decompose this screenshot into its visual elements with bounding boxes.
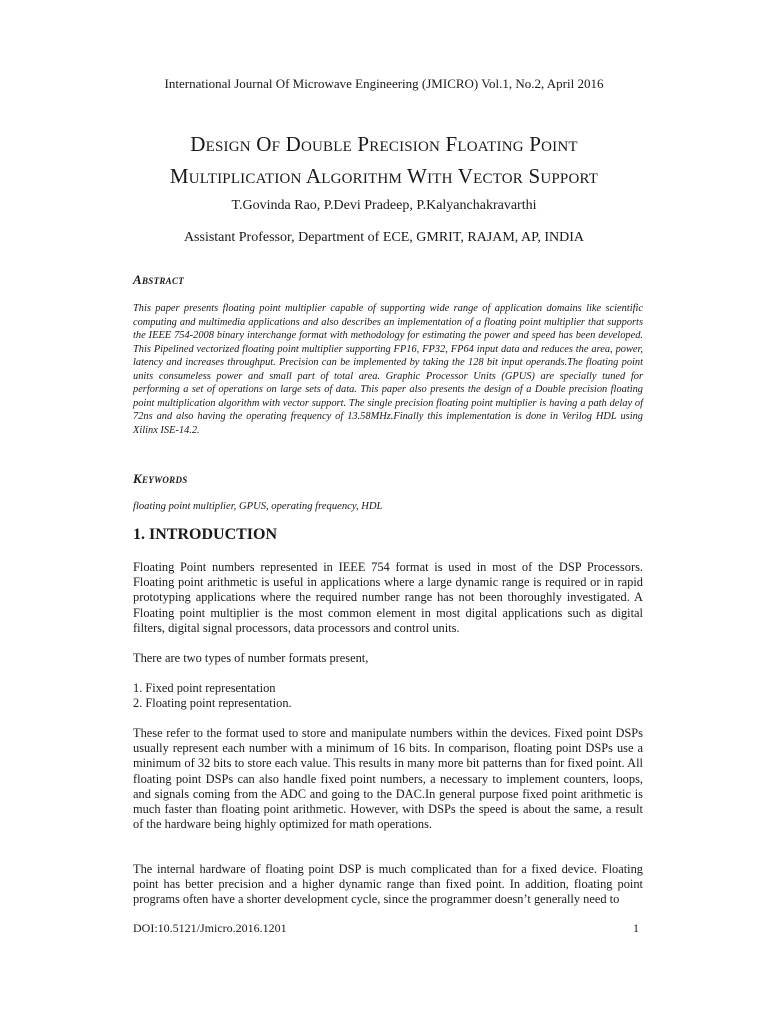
page-number: 1	[633, 921, 639, 935]
format-list	[133, 681, 292, 711]
title-line-2: Multiplication Algorithm With Vector Support	[169, 164, 599, 188]
intro-paragraph-3: These refer to the format used to store and manipulate numbers within the devices. Fixed point DSPs usually represent each number with a minimum of 16 bits. In comparison, floating point DSPs use a minimum of 32 bits to store each value. This results in many more bit patterns than for fixed point. All floating point DSPs can also handle fixed point numbers, a necessary to implement counters, loops, and signals coming from the ADC and going to the DAC.In general purpose fixed point arithmetic is much faster than floating point arithmetic. However, with DSPs the speed is about the same, a result of the hardware being highly optimized for math operations.	[133, 726, 643, 832]
intro-paragraph-2: There are two types of number formats present,	[133, 651, 369, 665]
doi: DOI:10.5121/Jmicro.2016.1201	[133, 921, 287, 935]
intro-paragraph-1: Floating Point numbers represented in IEEE 754 format is used in most of the DSP Processors. Floating point arithmetic is useful in applications where a large dynamic range is required or in rapid prototyping applications where the required number range has not been thoroughly investigated. A Floating point multiplier is the most common element in most digital applications such as digital filters, digital signal processors, data processors and control units.	[133, 560, 643, 635]
journal-header: International Journal Of Microwave Engineering (JMICRO) Vol.1, No.2, April 2016	[164, 76, 604, 91]
keywords-heading: Keywords	[133, 471, 188, 486]
title-line-1: Design Of Double Precision Floating Point	[190, 132, 578, 156]
paper-title	[80, 128, 688, 192]
introduction-heading: 1. INTRODUCTION	[133, 526, 278, 543]
keywords-text: floating point multiplier, GPUS, operating frequency, HDL	[133, 501, 383, 512]
list-item: 2. Floating point representation.	[133, 696, 292, 711]
list-item: 1. Fixed point representation	[133, 681, 276, 695]
abstract-heading: Abstract	[133, 272, 185, 287]
authors: T.Govinda Rao, P.Devi Pradeep, P.Kalyanchakravarthi	[231, 198, 537, 213]
intro-paragraph-4: The internal hardware of floating point DSP is much complicated than for a fixed device. Floating point has better precision and a higher dynamic range than fixed point. In addition, floating point programs often have a shorter development cycle, since the programmer doesn’t generally need to	[133, 862, 643, 907]
affiliation: Assistant Professor, Department of ECE, GMRIT, RAJAM, AP, INDIA	[183, 230, 585, 245]
abstract-text: This paper presents floating point multiplier capable of supporting wide range of application domains like scientific computing and multimedia applications and also describes an implementation of a floating point multiplier that supports the IEEE 754-2008 binary interchange format with methodology for estimating the power and speed has been developed. This Pipelined vectorized floating point multiplier supporting FP16, FP32, FP64 input data and reduces the area, power, latency and increases throughput. Precision can be implemented by taking the 128 bit input operands.The floating point units consumeless power and small part of total area. Graphic Processor Units (GPUS) are specially tuned for performing a set of operations on large sets of data. This paper also presents the design of a Double precision floating point multiplication algorithm with vector support. The single precision floating point multiplier is having a path delay of 72ns and also having the operating frequency of 13.58MHz.Finally this implementation is done in Verilog HDL using Xilinx ISE-14.2.	[133, 303, 643, 436]
